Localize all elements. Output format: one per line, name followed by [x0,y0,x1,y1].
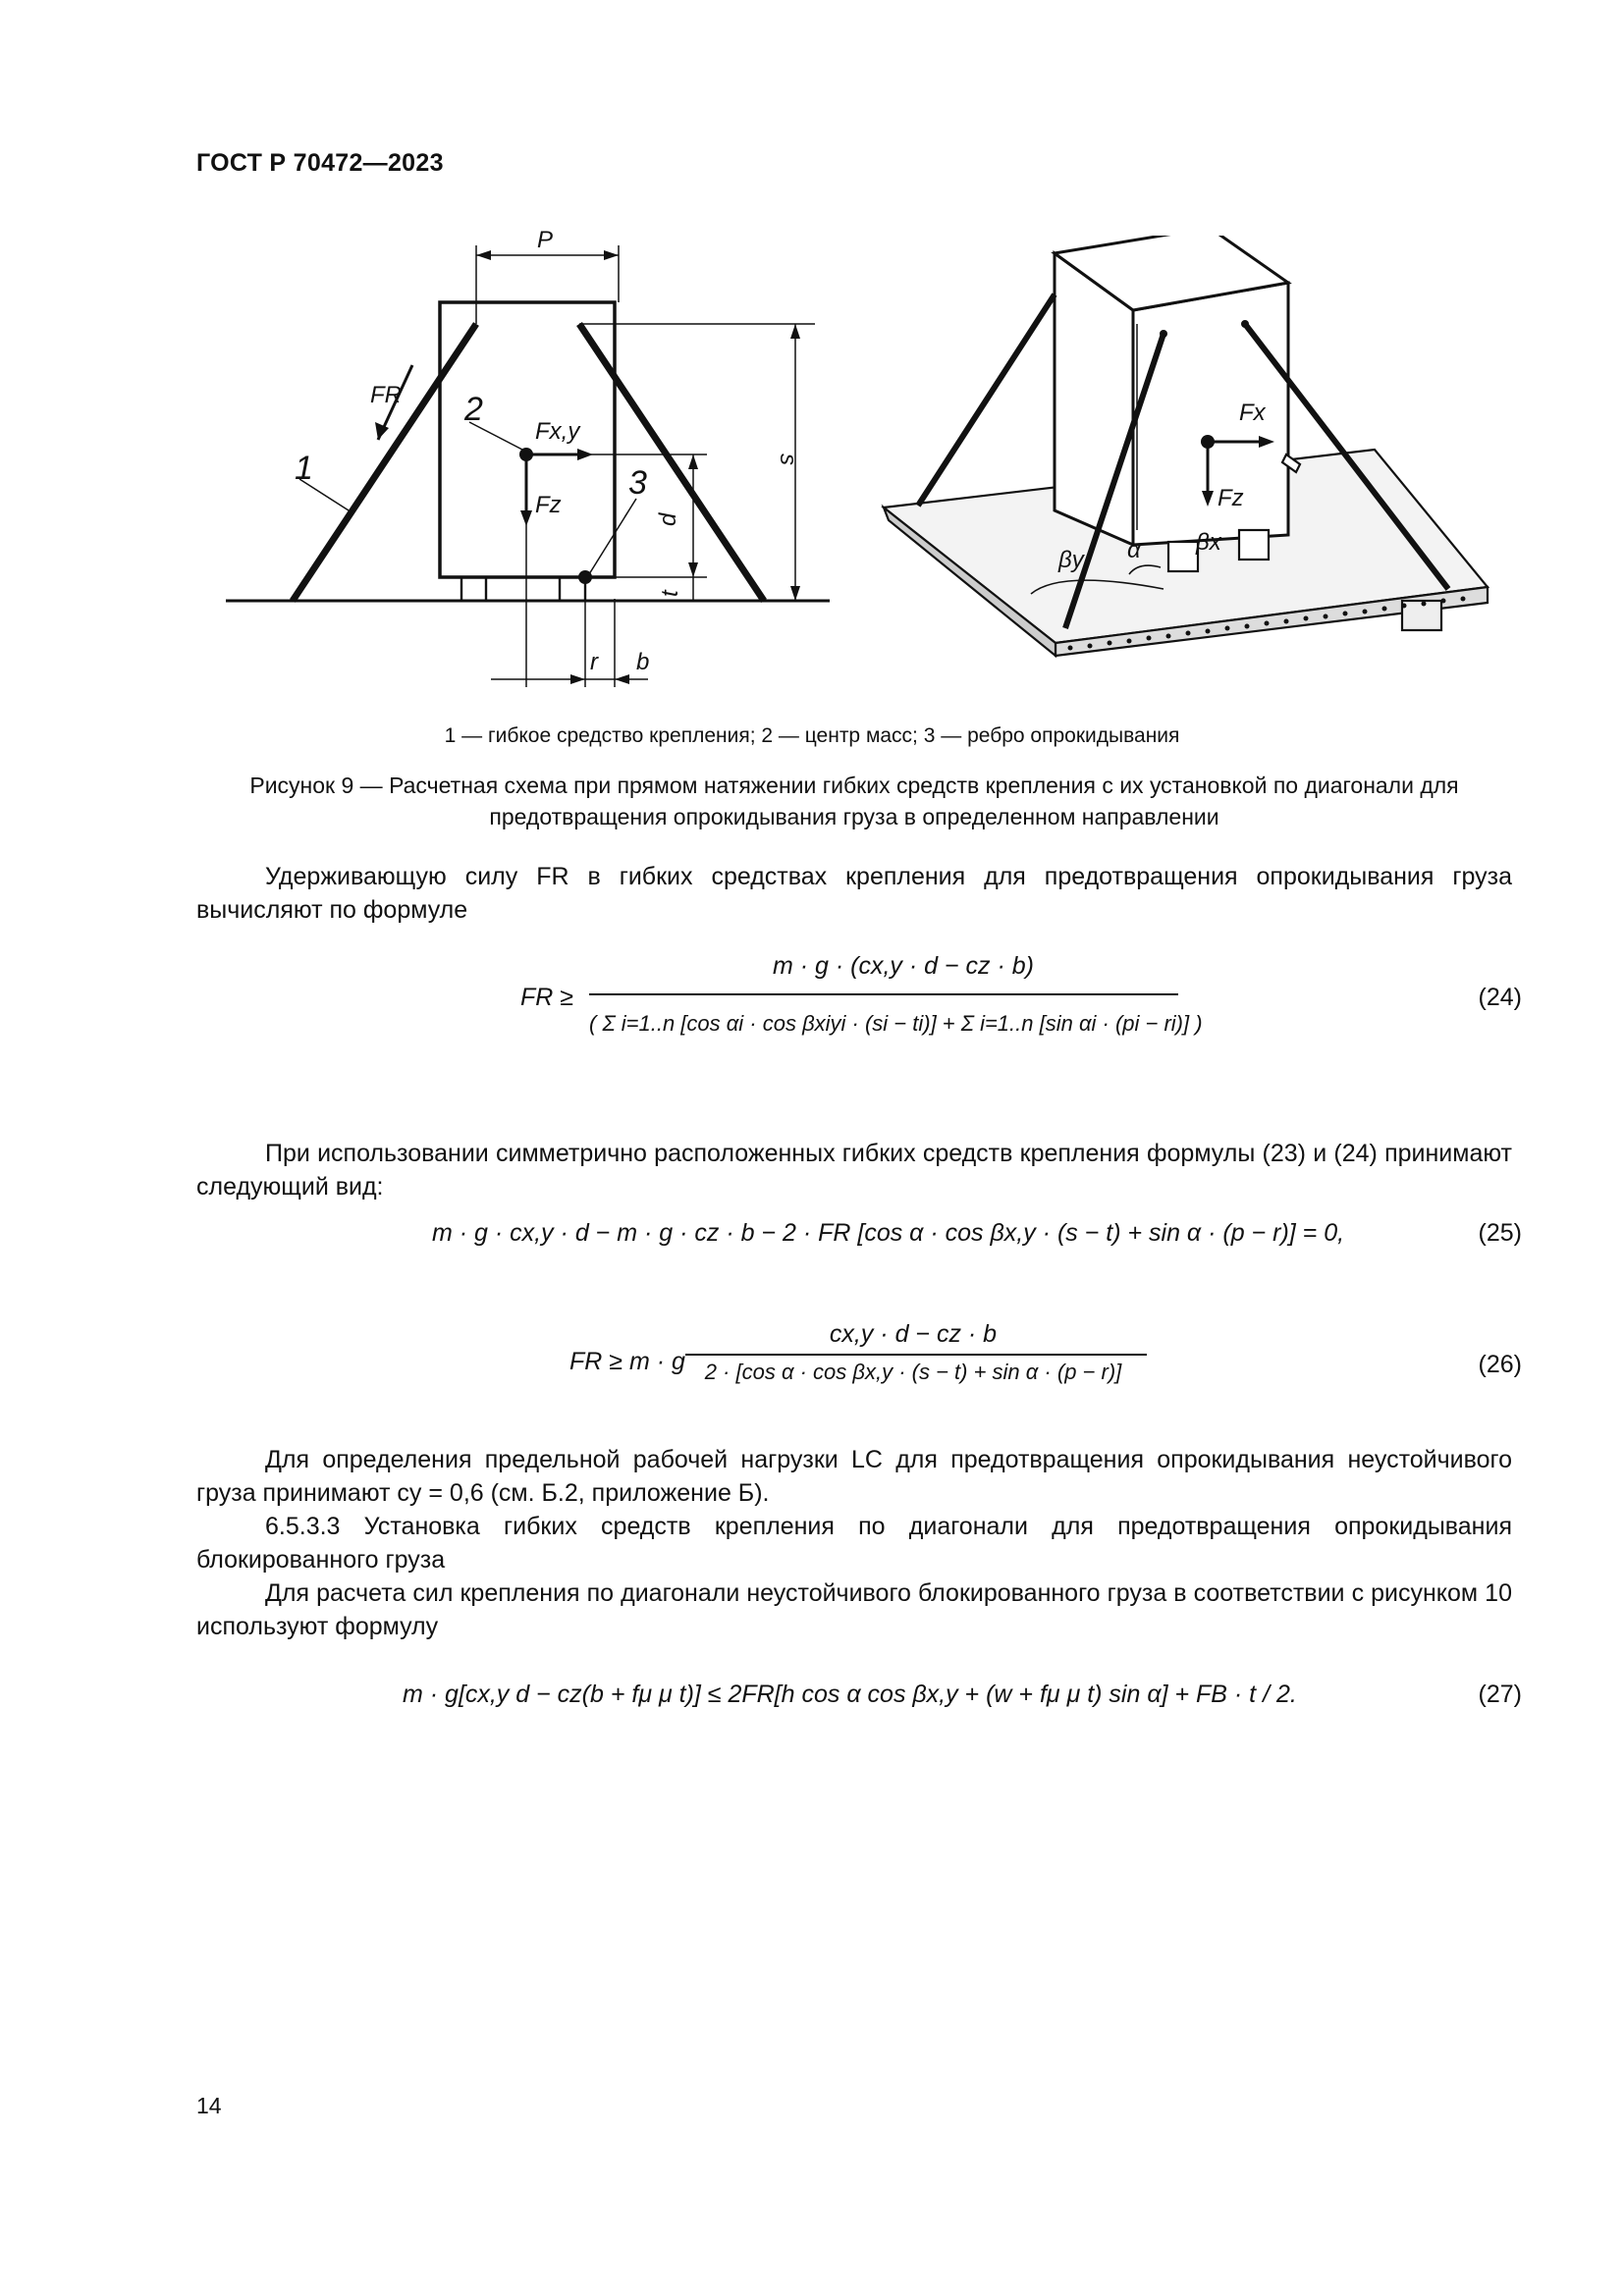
label-beta-x: βx [1196,529,1221,556]
eq27-number: (27) [1478,1681,1522,1708]
label-FR: FR [370,382,402,408]
document-header: ГОСТ Р 70472—2023 [196,149,444,177]
label-s: s [775,454,801,465]
equation-26 [569,1320,1159,1409]
label-3: 3 [628,464,647,502]
paragraph-retaining-force: Удерживающую силу FR в гибких средствах крепления для предотвращения опрокидывания груза вычисляют по формуле [196,863,1512,924]
figure-legend: 1 — гибкое средство крепления; 2 — центр масс; 3 — ребро опрокидывания [444,724,1180,747]
label-Fxy: Fx,y [535,418,580,445]
label-alpha: α [1127,537,1141,563]
eq26-numerator: cx,y · d − cz · b [829,1320,998,1348]
label-right-Fz: Fz [1218,485,1244,511]
eq26-number: (26) [1478,1351,1522,1378]
equation-25: m · g · cx,y · d − m · g · cz · b − 2 · FR [cos α · cos βx,y · (s − t) + sin α · (p − r)] = 0, [432,1219,1345,1247]
paragraph-section-6-5-3-3: 6.5.3.3 Установка гибких средств крепления по диагонали для предотвращения опрокидывания блокированного груза [196,1513,1512,1574]
label-b: b [636,649,650,675]
equation-27: m · g[cx,y d − cz(b + fμ μ t)] ≤ 2FR[h cos α cos βx,y + (w + fμ μ t) sin α] + FB · t / 2. [403,1681,1297,1708]
figure-left-schematic [216,221,844,702]
label-Fz: Fz [535,492,562,518]
equation-24 [511,952,1203,1099]
paragraph-symmetric-lashings: При использовании симметрично расположенных гибких средств крепления формулы (23) и (24) принимают следующий вид: [196,1140,1512,1201]
page-number: 14 [196,2093,222,2118]
label-right-Fx: Fx [1239,400,1266,426]
label-beta-y: βy [1058,547,1084,573]
eq24-fraction-bar [589,993,1178,995]
label-r: r [590,649,598,675]
paragraph-limit-load: Для определения предельной рабочей нагрузки LC для предотвращения опрокидывания неустойчивого груза принимают cy = 0,6 (см. Б.2, приложение Б). [196,1446,1512,1507]
label-1: 1 [295,450,313,487]
paragraph-diagonal-calculation: Для расчета сил крепления по диагонали неустойчивого блокированного груза в соответствии с рисунком 10 используют формулу [196,1579,1512,1640]
eq24-denominator: ( Σ i=1..n [cos αi · cos βxiyi · (si − ti)] + Σ i=1..n [sin αi · (pi − ri)] ) [589,1011,1203,1036]
label-2: 2 [464,391,483,428]
eq26-lhs: FR ≥ m · g [569,1348,685,1375]
figure-right-3d-view [864,236,1492,677]
eq25-number: (25) [1478,1219,1522,1247]
label-d: d [655,512,681,526]
label-P: P [537,227,554,253]
eq26-fraction-bar [685,1354,1147,1356]
eq24-numerator: m · g · (cx,y · d − cz · b) [773,952,1034,980]
eq24-lhs: FR ≥ [520,984,573,1011]
figure-caption: Рисунок 9 — Расчетная схема при прямом натяжении гибких средств крепления с их установкой по диагонали для предотвращения опрокидывания груза в определенном направлении [249,773,1459,829]
eq26-denominator: 2 · [cos α · cos βx,y · (s − t) + sin α · (p − r)] [704,1360,1122,1384]
label-t: t [657,590,683,597]
eq24-number: (24) [1478,984,1522,1011]
